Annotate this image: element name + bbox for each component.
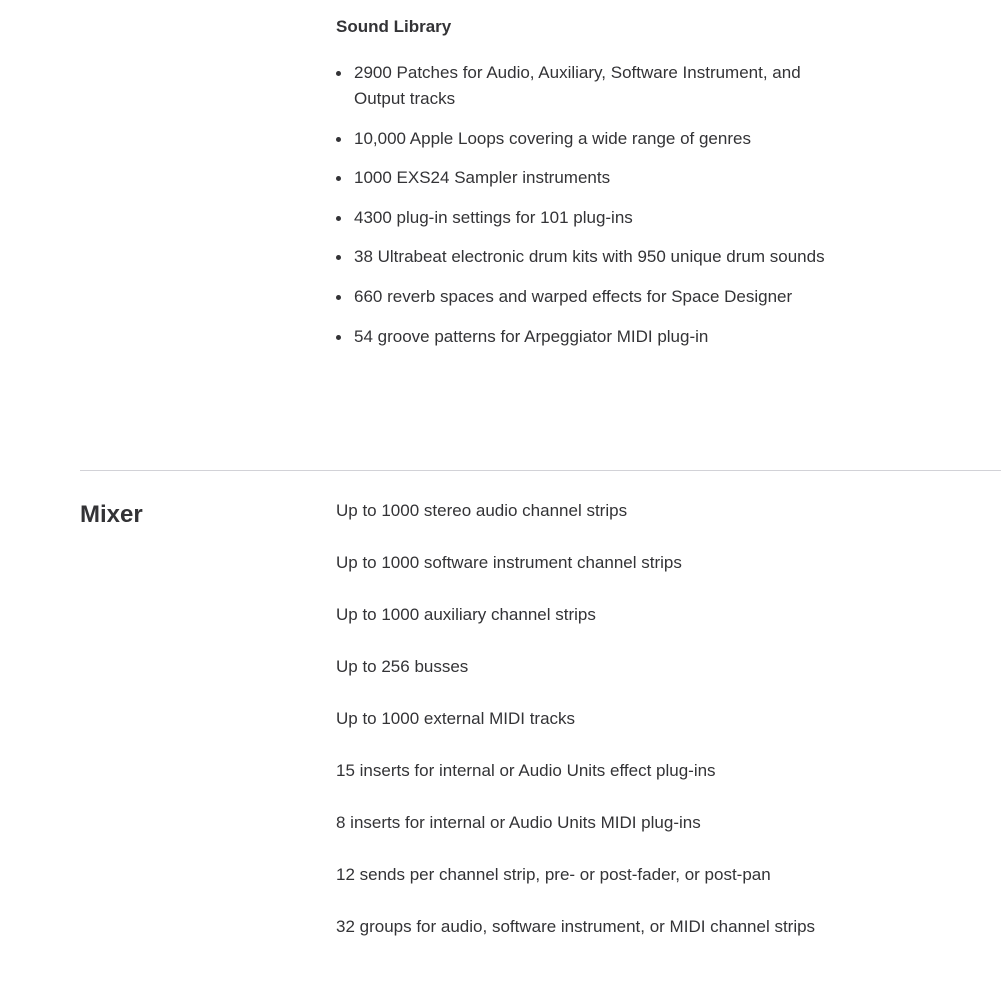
bullet-icon <box>336 255 341 260</box>
list-item-text: 54 groove patterns for Arpeggiator MIDI plug-in <box>354 326 709 346</box>
mixer-spec-list <box>336 498 956 966</box>
bullet-icon <box>336 71 341 76</box>
list-item <box>336 244 844 270</box>
bullet-icon <box>336 295 341 300</box>
list-item <box>336 165 844 191</box>
spec-item: Up to 1000 external MIDI tracks <box>336 709 576 728</box>
mixer-title: Mixer <box>80 501 143 528</box>
sound-library-section <box>336 16 896 363</box>
spec-item: Up to 1000 software instrument channel strips <box>336 553 682 572</box>
list-item <box>336 284 844 310</box>
bullet-icon <box>336 176 341 181</box>
list-item-text: 1000 EXS24 Sampler instruments <box>354 168 611 188</box>
sound-library-heading: Sound Library <box>336 17 452 36</box>
section-divider <box>80 470 1001 471</box>
list-item-text: 10,000 Apple Loops covering a wide range of genres <box>354 128 751 148</box>
spec-item: 12 sends per channel strip, pre- or post-fader, or post-pan <box>336 865 771 884</box>
list-item <box>336 205 844 231</box>
list-item-text: 660 reverb spaces and warped effects for Space Designer <box>354 286 793 306</box>
list-item <box>336 324 844 350</box>
bullet-icon <box>336 216 341 221</box>
spec-item: 32 groups for audio, software instrument, or MIDI channel strips <box>336 917 816 936</box>
list-item-text: 38 Ultrabeat electronic drum kits with 950 unique drum sounds <box>354 247 825 267</box>
sound-library-list <box>336 60 896 350</box>
spec-item: Up to 256 busses <box>336 657 469 676</box>
bullet-icon <box>336 335 341 340</box>
list-item <box>336 126 844 152</box>
spec-item: Up to 1000 stereo audio channel strips <box>336 501 628 520</box>
spec-item: Up to 1000 auxiliary channel strips <box>336 605 596 624</box>
spec-item: 8 inserts for internal or Audio Units MIDI plug-ins <box>336 813 701 832</box>
bullet-icon <box>336 137 341 142</box>
spec-item: 15 inserts for internal or Audio Units effect plug-ins <box>336 761 716 780</box>
list-item-text: 4300 plug-in settings for 101 plug-ins <box>354 207 633 227</box>
list-item-text: 2900 Patches for Audio, Auxiliary, Software Instrument, and Output tracks <box>354 63 801 108</box>
list-item <box>336 60 844 112</box>
